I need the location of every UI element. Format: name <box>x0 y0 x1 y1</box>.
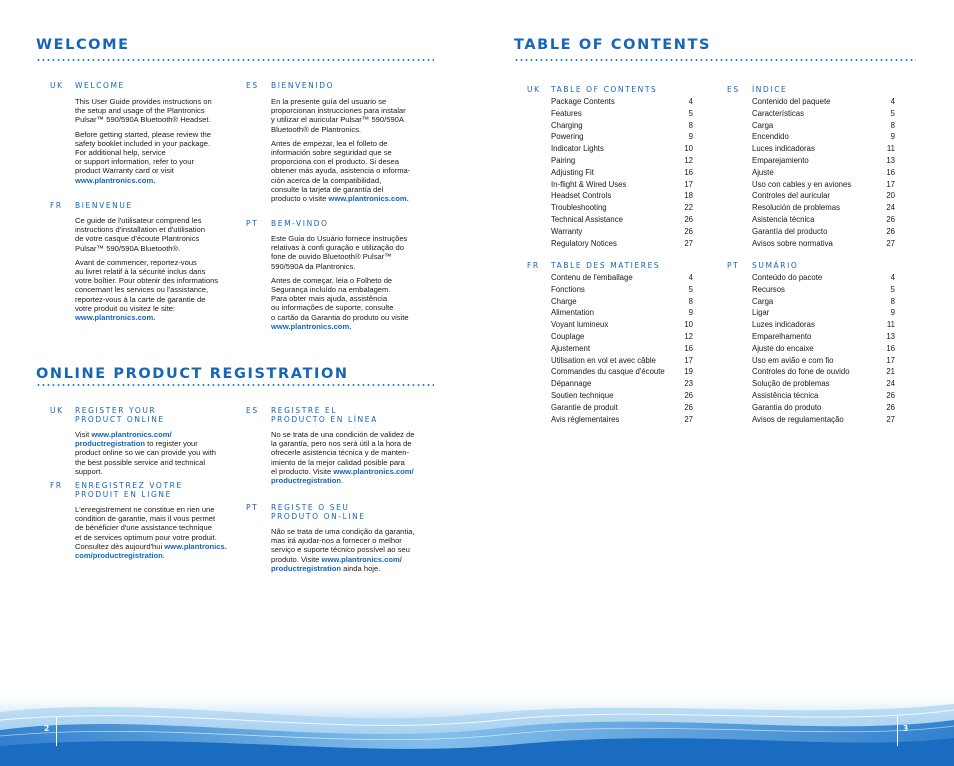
toc-entry-title: Uso em avião e com fio <box>752 355 834 365</box>
registration-link[interactable]: www.plantronics.com/ productregistration <box>271 466 414 486</box>
lang-code-fr: FR <box>527 261 540 270</box>
toc-entry-page: 26 <box>886 214 895 224</box>
paragraph-text: ainda hoje. <box>341 563 381 573</box>
toc-entry-page: 16 <box>886 167 895 177</box>
toc-entry[interactable] <box>551 214 693 226</box>
toc-dotted-rule <box>514 59 916 61</box>
toc-entry-title: Features <box>551 108 582 118</box>
toc-entry-title: Ajuste do encaixe <box>752 343 814 353</box>
toc-entry-title: Headset Controls <box>551 191 612 201</box>
toc-entry-page: 26 <box>684 226 693 236</box>
toc-entry-page: 8 <box>688 296 693 306</box>
section-title: ÍNDICE <box>752 85 788 94</box>
section-title: SUMÁRIO <box>752 261 799 270</box>
toc-entry-title: Indicator Lights <box>551 144 604 154</box>
toc-entry[interactable] <box>551 226 693 238</box>
toc-entry-page: 5 <box>890 108 895 118</box>
section-title: ENREGISTREZ VOTRE PRODUIT EN LIGNE <box>75 481 183 499</box>
lang-code-fr: FR <box>50 481 63 490</box>
toc-entry-page: 9 <box>890 132 895 142</box>
toc-entry-page: 17 <box>684 179 693 189</box>
toc-entry[interactable] <box>551 390 693 402</box>
registration-link[interactable]: www.plantronics. com/productregistration <box>75 541 227 561</box>
toc-heading: TABLE OF CONTENTS <box>514 37 712 53</box>
section-body <box>75 430 245 481</box>
toc-entry[interactable] <box>752 214 895 226</box>
lang-code-uk: UK <box>50 81 64 90</box>
section-body <box>75 505 250 565</box>
toc-entry-page: 8 <box>688 120 693 130</box>
toc-entry-title: Dépannage <box>551 379 592 389</box>
toc-entry-title: Assistência técnica <box>752 390 819 400</box>
toc-entry[interactable] <box>752 202 895 214</box>
toc-entry-title: Carga <box>752 120 774 130</box>
toc-entry[interactable] <box>752 366 895 378</box>
toc-entry[interactable] <box>551 108 693 120</box>
toc-entry-title: Emparelhamento <box>752 331 812 341</box>
toc-entry[interactable] <box>551 120 693 132</box>
toc-entry[interactable] <box>551 331 693 343</box>
toc-es-section <box>727 85 899 248</box>
registration-fr-section <box>50 481 240 561</box>
toc-entry-title: Carga <box>752 296 774 306</box>
section-title: BEM-VINDO <box>271 219 329 228</box>
plantronics-link[interactable]: www.plantronics.com. <box>271 321 352 331</box>
toc-entry-page: 16 <box>684 167 693 177</box>
toc-entry-title: Garantia do produto <box>752 402 822 412</box>
toc-entry-title: Uso con cables y en aviones <box>752 179 852 189</box>
toc-entry-title: Warranty <box>551 226 583 236</box>
toc-entry-page: 21 <box>886 367 895 377</box>
paragraph: En la presente guía del usuario se proporcionan instrucciones para instalar y utilizar el auricular Pulsar™ 590/590A Bluetooth® de Plantronics. <box>271 97 406 134</box>
toc-entry[interactable] <box>551 272 693 284</box>
section-title: WELCOME <box>75 81 125 90</box>
toc-entry[interactable] <box>551 190 693 202</box>
toc-list <box>752 272 895 425</box>
toc-entry[interactable] <box>752 414 895 426</box>
toc-entry[interactable] <box>752 343 895 355</box>
toc-entry-page: 27 <box>886 238 895 248</box>
page-number-rule <box>897 716 898 746</box>
toc-list <box>752 96 895 249</box>
toc-entry-page: 11 <box>886 144 895 154</box>
lang-code-es: ES <box>246 81 259 90</box>
toc-entry-title: Resolución de problemas <box>752 203 840 213</box>
toc-entry-page: 12 <box>684 155 693 165</box>
paragraph-text: Não se trata de uma condição da garantia, mas irá ajudar-nos a fornecer o melhor serviço e suporte técnico possível ao seu produto. Visite <box>271 527 415 564</box>
toc-entry-page: 10 <box>684 320 693 330</box>
toc-entry-title: Contenido del paquete <box>752 97 831 106</box>
paragraph-text: Antes de começar, leia o Folheto de Segurança incluído na embalagem. Para obter mais ajuda, assistência ou informações de suporte, consulte o cartão da Garantia do produto ou visite <box>271 275 409 322</box>
paragraph <box>271 139 441 203</box>
toc-entry-title: Avisos de regulamentação <box>752 414 844 424</box>
registration-link[interactable]: www.plantronics.com/ productregistration <box>271 554 402 573</box>
toc-entry-page: 8 <box>890 296 895 306</box>
section-title: REGISTRE EL PRODUCTO EN LÍNEA <box>271 406 378 424</box>
lang-code-pt: PT <box>246 219 259 228</box>
lang-code-es: ES <box>727 85 740 94</box>
toc-entry-page: 26 <box>684 214 693 224</box>
toc-entry-page: 4 <box>688 273 693 282</box>
registration-dotted-rule <box>36 384 434 386</box>
toc-entry[interactable] <box>752 226 895 238</box>
paragraph-text: Antes de empezar, lea el folleto de información sobre seguridad que se proporciona con el producto. Si desea obtener más ayuda, asistencia o informa- ción acerca de la compatibilidad, consulte la tarjeta de garantía del producto o visite <box>271 138 411 204</box>
toc-entry[interactable] <box>752 167 895 179</box>
registration-es-section <box>246 406 436 486</box>
toc-entry-page: 5 <box>688 284 693 294</box>
toc-entry-page: 11 <box>886 320 895 330</box>
toc-entry[interactable] <box>551 238 693 250</box>
registration-uk-section <box>50 406 240 476</box>
paragraph-text: to register your product online so we can provide you with the best possible service and technical support. <box>75 439 216 476</box>
toc-entry[interactable] <box>752 155 895 167</box>
toc-entry[interactable] <box>551 202 693 214</box>
welcome-es-section <box>246 81 436 204</box>
toc-entry-page: 13 <box>886 155 895 165</box>
toc-entry-title: Recursos <box>752 284 785 294</box>
toc-entry-title: Powering <box>551 132 584 142</box>
welcome-heading: WELCOME <box>36 37 130 53</box>
paragraph-text: Visit <box>75 430 92 439</box>
section-body <box>271 234 446 336</box>
toc-entry-title: Pairing <box>551 155 576 165</box>
toc-entry-title: Emparejamiento <box>752 155 809 165</box>
toc-entry-title: Avis réglementaires <box>551 414 620 424</box>
toc-entry[interactable] <box>551 378 693 390</box>
toc-entry-page: 17 <box>886 355 895 365</box>
toc-entry-page: 10 <box>684 144 693 154</box>
toc-entry-title: Ajuste <box>752 167 774 177</box>
plantronics-link[interactable]: www.plantronics.com. <box>75 175 156 185</box>
toc-entry-page: 26 <box>886 402 895 412</box>
toc-entry-title: Contenu de l'emballage <box>551 273 633 282</box>
lang-code-fr: FR <box>50 201 63 210</box>
toc-entry-page: 12 <box>684 331 693 341</box>
toc-entry-page: 27 <box>684 238 693 248</box>
section-title: BIENVENUE <box>75 201 133 210</box>
toc-entry-page: 26 <box>886 226 895 236</box>
paragraph: Ce guide de l'utilisateur comprend les instructions d'installation et d'utilisation de votre casque d'écoute Plantronics Pulsar™ 590/590A Bluetooth®. <box>75 216 205 253</box>
toc-entry-title: Soutien technique <box>551 390 614 400</box>
toc-list <box>551 96 693 249</box>
toc-entry[interactable] <box>752 331 895 343</box>
section-title: REGISTE O SEU PRODUTO ON-LINE <box>271 503 366 521</box>
page-number-left: 2 <box>44 724 50 733</box>
section-body <box>271 430 446 490</box>
toc-entry-page: 9 <box>890 308 895 318</box>
paragraph: This User Guide provides instructions on the setup and usage of the Plantronics Pulsar™ 590/590A Bluetooth® Headset. <box>75 97 212 125</box>
toc-entry-page: 24 <box>886 379 895 389</box>
toc-entry[interactable] <box>752 238 895 250</box>
toc-entry[interactable] <box>752 307 895 319</box>
toc-entry-page: 9 <box>688 308 693 318</box>
toc-entry-title: Garantie de produit <box>551 402 618 412</box>
toc-entry-title: Technical Assistance <box>551 214 623 224</box>
toc-entry[interactable] <box>752 96 895 108</box>
plantronics-link[interactable]: www.plantronics.com. <box>75 313 156 323</box>
toc-entry-page: 22 <box>684 203 693 213</box>
toc-entry-title: Charging <box>551 120 583 130</box>
toc-entry-title: Controles del auricular <box>752 191 831 201</box>
toc-entry-page: 27 <box>684 414 693 424</box>
toc-list <box>551 272 693 425</box>
toc-entry-page: 13 <box>886 331 895 341</box>
toc-entry-title: Couplage <box>551 331 585 341</box>
toc-entry-title: Utilisation en vol et avec câble <box>551 355 656 365</box>
toc-entry-title: Voyant lumineux <box>551 320 609 330</box>
toc-entry-title: Ligar <box>752 308 770 318</box>
paragraph-text: Before getting started, please review the safety booklet included in your package. For additional help, service or support information, refer to your product Warranty card or visit <box>75 129 211 176</box>
paragraph <box>75 430 245 476</box>
toc-entry-title: Commandes du casque d'écoute <box>551 367 665 377</box>
lang-code-uk: UK <box>527 85 541 94</box>
section-body <box>271 97 441 208</box>
toc-entry[interactable] <box>752 355 895 367</box>
section-title: TABLE DES MATIERES <box>551 261 661 270</box>
toc-entry-title: Ajustement <box>551 343 591 353</box>
paragraph <box>271 276 446 331</box>
toc-entry[interactable] <box>551 179 693 191</box>
footer-wave-graphic <box>0 690 954 766</box>
toc-entry[interactable] <box>752 143 895 155</box>
toc-entry[interactable] <box>752 108 895 120</box>
toc-fr-section <box>527 261 699 424</box>
toc-entry-page: 23 <box>684 379 693 389</box>
toc-entry[interactable] <box>551 167 693 179</box>
toc-entry[interactable] <box>752 179 895 191</box>
toc-entry[interactable] <box>551 366 693 378</box>
toc-entry[interactable] <box>551 143 693 155</box>
toc-entry-page: 17 <box>886 179 895 189</box>
toc-entry-page: 20 <box>886 191 895 201</box>
registration-link[interactable]: www.plantronics.com/ productregistration <box>75 430 172 449</box>
section-body <box>75 216 250 327</box>
toc-entry[interactable] <box>551 402 693 414</box>
paragraph-text: No se trata de una condición de validez de la garantía, pero nos será útil a la hora de ofrecerle asistencia técnica y de manten- imiento de la mejor calidad posible para el producto. Visite <box>271 430 415 476</box>
welcome-uk-section <box>50 81 240 185</box>
toc-entry-title: Luzes indicadoras <box>752 320 815 330</box>
registration-heading: ONLINE PRODUCT REGISTRATION <box>36 366 349 382</box>
toc-entry[interactable] <box>551 284 693 296</box>
toc-entry-title: Troubleshooting <box>551 203 607 213</box>
section-title: BIENVENIDO <box>271 81 335 90</box>
toc-entry[interactable] <box>752 319 895 331</box>
toc-entry[interactable] <box>752 378 895 390</box>
toc-entry[interactable] <box>551 319 693 331</box>
paragraph <box>271 527 446 573</box>
lang-code-pt: PT <box>727 261 740 270</box>
toc-entry[interactable] <box>752 190 895 202</box>
lang-code-pt: PT <box>246 503 259 512</box>
toc-entry[interactable] <box>551 355 693 367</box>
toc-entry[interactable] <box>551 296 693 308</box>
paragraph <box>75 258 250 322</box>
toc-entry-page: 9 <box>688 132 693 142</box>
section-title: TABLE OF CONTENTS <box>551 85 658 94</box>
toc-entry-title: Adjusting Fit <box>551 167 594 177</box>
toc-entry-page: 24 <box>886 203 895 213</box>
page-number-rule <box>56 716 57 746</box>
paragraph-text: . <box>162 551 165 561</box>
section-title: REGISTER YOUR PRODUCT ONLINE <box>75 406 165 424</box>
toc-entry[interactable] <box>551 343 693 355</box>
toc-entry-page: 4 <box>688 97 693 106</box>
toc-entry-title: Alimentation <box>551 308 594 318</box>
toc-entry-page: 5 <box>688 108 693 118</box>
toc-entry[interactable] <box>551 155 693 167</box>
toc-entry-title: Regulatory Notices <box>551 238 617 248</box>
plantronics-link[interactable]: www.plantronics.com. <box>328 194 409 204</box>
toc-entry-title: Encendido <box>752 132 789 142</box>
toc-entry-page: 17 <box>684 355 693 365</box>
toc-entry-title: Conteúdo do pacote <box>752 273 823 282</box>
toc-entry-title: Package Contents <box>551 97 615 106</box>
toc-entry-page: 26 <box>684 402 693 412</box>
toc-entry-page: 27 <box>886 414 895 424</box>
lang-code-uk: UK <box>50 406 64 415</box>
welcome-pt-section <box>246 219 436 331</box>
paragraph: Este Guia do Usuário fornece instruções relativas à confi guração e utilização do fone de ouvido Bluetooth® Pulsar™ 590/590A da Plantronics. <box>271 234 408 271</box>
toc-entry[interactable] <box>551 96 693 108</box>
toc-uk-section <box>527 85 699 248</box>
paragraph-text: L'enregistrement ne constitue en rien une condition de garantie, mais il vous permet de bénéficier d'une assistance technique et de services optimum pour votre produit. Consultez dès aujourd'hui <box>75 505 217 551</box>
toc-entry-title: Avisos sobre normativa <box>752 238 833 248</box>
toc-entry-page: 16 <box>684 343 693 353</box>
toc-entry-title: Charge <box>551 296 577 306</box>
toc-entry-page: 8 <box>890 120 895 130</box>
toc-entry[interactable] <box>752 272 895 284</box>
registration-pt-section <box>246 503 436 573</box>
toc-entry-page: 18 <box>684 191 693 201</box>
toc-entry[interactable] <box>752 296 895 308</box>
toc-entry-title: In-flight & Wired Uses <box>551 179 627 189</box>
paragraph-text: . <box>341 476 344 486</box>
toc-entry-title: Luces indicadoras <box>752 144 815 154</box>
paragraph-text: Avant de commencer, reportez-vous au livret relatif à la sécurité inclus dans votre boîtier. Pour obtenir des informations concernant les services ou l'assistance, reportez-vous à la carte de garantie de votre produit ou visitez le site: <box>75 257 219 313</box>
toc-entry[interactable] <box>551 307 693 319</box>
toc-entry-page: 19 <box>684 367 693 377</box>
toc-entry-page: 26 <box>886 390 895 400</box>
toc-entry-title: Solução de problemas <box>752 379 830 389</box>
toc-entry-title: Fonctions <box>551 284 585 294</box>
paragraph <box>75 505 250 560</box>
toc-entry-page: 4 <box>890 97 895 106</box>
toc-entry-title: Asistencia técnica <box>752 214 815 224</box>
toc-entry[interactable] <box>752 131 895 143</box>
toc-entry-title: Controles do fone de ouvido <box>752 367 850 377</box>
toc-entry-page: 4 <box>890 273 895 282</box>
toc-pt-section <box>727 261 899 424</box>
section-body <box>75 97 245 190</box>
lang-code-es: ES <box>246 406 259 415</box>
toc-entry-page: 16 <box>886 343 895 353</box>
paragraph <box>271 430 446 485</box>
toc-entry[interactable] <box>752 284 895 296</box>
toc-entry-page: 26 <box>684 390 693 400</box>
welcome-dotted-rule <box>36 59 434 61</box>
toc-entry-title: Garantía del producto <box>752 226 828 236</box>
toc-entry-title: Características <box>752 108 804 118</box>
toc-entry[interactable] <box>752 390 895 402</box>
page-number-right: 3 <box>903 724 909 733</box>
toc-entry[interactable] <box>551 414 693 426</box>
toc-entry-page: 5 <box>890 284 895 294</box>
toc-entry[interactable] <box>752 402 895 414</box>
paragraph <box>75 130 245 185</box>
toc-entry[interactable] <box>752 120 895 132</box>
toc-entry[interactable] <box>551 131 693 143</box>
section-body <box>271 527 446 578</box>
welcome-fr-section <box>50 201 240 323</box>
